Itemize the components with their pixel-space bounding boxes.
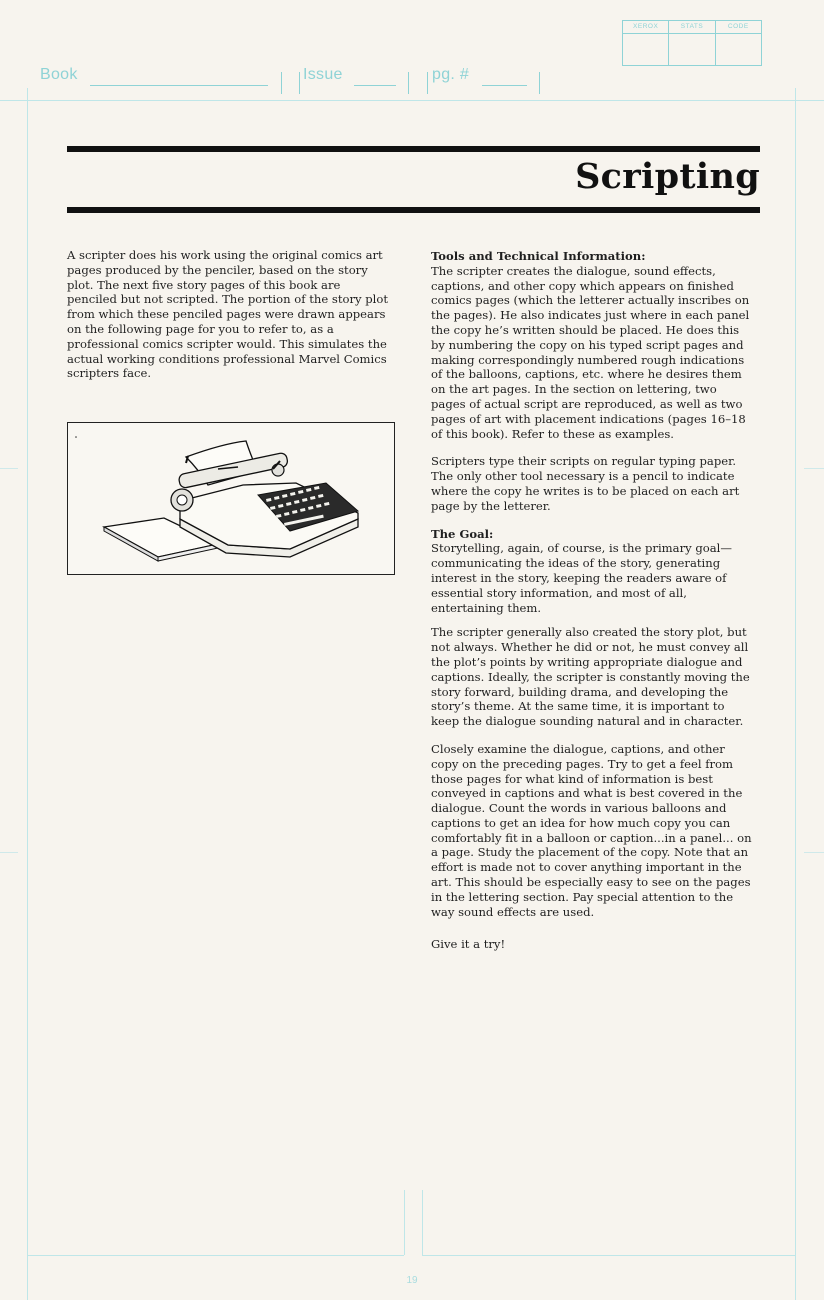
edge-tick xyxy=(804,468,824,469)
book-field-label: Book xyxy=(40,66,78,83)
tools-paragraph: Scripters type their scripts on regular typing paper. The only other tool necessary is a pencil to indicate where the copy he writes is to be placed on each art page by the letterer. xyxy=(431,454,740,513)
left-column xyxy=(67,248,392,391)
bottom-guide-right xyxy=(422,1255,795,1256)
edge-tick xyxy=(0,852,18,853)
goal-paragraph: Closely examine the dialogue, captions, and other copy on the preceding pages. Try to get a feel from those pages for what kind of information is best conveyed in captions and what is best covered in the dialogue. Count the words in various balloons and captions to get an idea for how much copy you can comfortably fit in a balloon or caption...in a panel... on a page. Study the placement of the copy. Note that an effort is made not to cover anything important in the art. This should be especially easy to see on the pages in the lettering section. Pay special attention to the way sound effects are used. xyxy=(431,741,752,919)
edge-tick xyxy=(804,852,824,853)
page-field-label: pg. # xyxy=(432,66,470,83)
issue-field-label: Issue xyxy=(303,66,343,83)
center-guide-left xyxy=(404,1190,405,1255)
right-column xyxy=(431,249,753,962)
typewriter-illustration xyxy=(68,423,394,574)
production-code-box xyxy=(622,20,762,66)
tools-paragraph: The scripter creates the dialogue, sound effects, captions, and other copy which appears on finished comics pages (which the letterer actually inscribes on the pages). He also indicates just where in each panel the copy he’s written should be placed. He does this by numbering the copy on his typed script pages and making correspondingly numbered rough indications of the balloons, captions, etc. where he desires them on the art pages. In the section on lettering, two pages of actual script are reproduced, as well as two pages of art with placement indications (pages 16–18 of this book). Refer to these as examples. xyxy=(431,263,750,441)
title-rule-top xyxy=(67,146,760,152)
page-field-line xyxy=(482,85,527,86)
code-box-header: XEROX xyxy=(623,21,669,33)
code-box-header: CODE xyxy=(727,23,749,30)
bottom-guide-left xyxy=(27,1255,404,1256)
field-separator xyxy=(427,72,428,94)
edge-tick xyxy=(0,468,18,469)
title-rule-bottom xyxy=(67,207,760,213)
goal-paragraph: The scripter generally also created the story plot, but not always. Whether he did or not, he must convey all the plot’s points by writing appropriate dialogue and captions. Ideally, the scripter is constantly moving the story forward, building drama, and developing the story’s theme. At the same time, it is important to keep the dialogue sounding natural and in character. xyxy=(431,625,750,729)
margin-guide-right xyxy=(795,88,796,1300)
goal-paragraph: Storytelling, again, of course, is the primary goal—communicating the ideas of the story, generating interest in the story, keeping the readers aware of essential story information, and most of all, entertaining them. xyxy=(431,541,732,615)
issue-field-line xyxy=(354,85,396,86)
closing-line: Give it a try! xyxy=(431,937,506,952)
page-title: Scripting xyxy=(575,156,760,197)
code-box-header: STATS xyxy=(669,21,715,33)
goal-heading: The Goal: xyxy=(431,526,494,541)
field-separator xyxy=(539,72,540,94)
field-separator xyxy=(408,72,409,94)
book-field-line xyxy=(90,85,268,86)
intro-paragraph: A scripter does his work using the original comics art pages produced by the penciler, based on the story plot. The next five story pages of this book are penciled but not scripted. The portion of the story plot from which these penciled pages were drawn appears on the following page for you to refer to, as a professional comics scripter would. This simulates the actual working conditions professional Marvel Comics scripters face. xyxy=(67,248,389,381)
field-separator xyxy=(281,72,282,94)
page-number: 19 xyxy=(406,1275,418,1286)
tools-heading: Tools and Technical Information: xyxy=(431,249,646,263)
center-guide-right xyxy=(422,1190,423,1255)
field-separator xyxy=(299,72,300,94)
top-guide xyxy=(0,100,824,101)
typewriter-figure xyxy=(67,422,395,575)
margin-guide-left xyxy=(27,88,28,1300)
